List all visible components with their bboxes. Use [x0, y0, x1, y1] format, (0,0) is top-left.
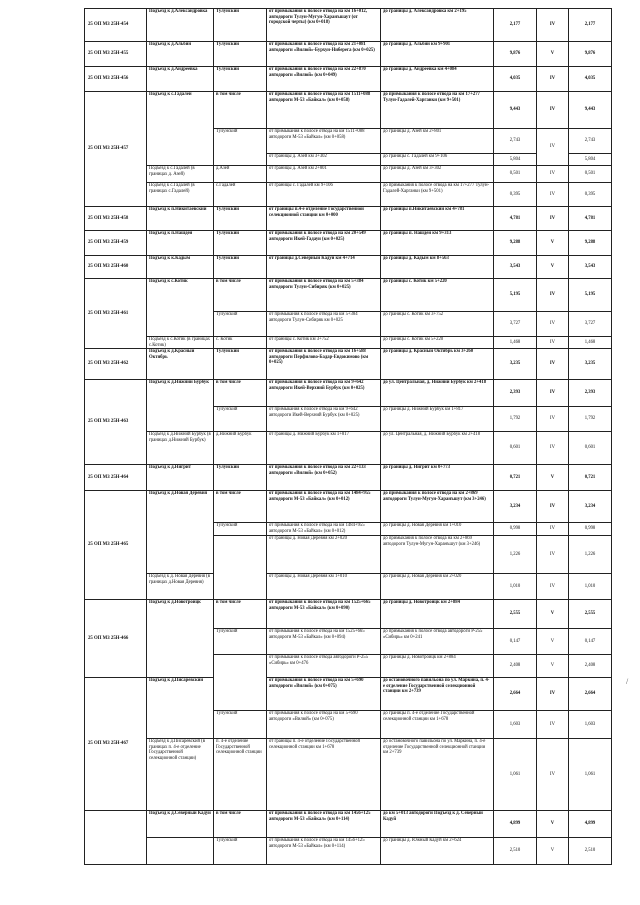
length-km: 5,804: [494, 154, 537, 166]
length-km: 1,226: [494, 536, 537, 574]
road-code: 25 ОП МЗ 25Н-461: [85, 279, 147, 349]
table-row: [85, 838, 612, 865]
length-km: 4,035: [494, 67, 537, 92]
segment-end: до примыкания к полосе отвода автодороги Р-255 «Сибирь» км 0+241: [381, 629, 494, 655]
road-name: Подъезд к с.Гадалей (в границах с.Гадалей): [147, 183, 214, 207]
table-row: [85, 231, 612, 256]
table-row: [85, 465, 612, 491]
length-total-km: 3,234: [569, 491, 612, 523]
road-code: 25 ОП МЗ 25Н-466: [85, 600, 147, 678]
table-row: [85, 166, 612, 183]
road-name: Подъезд к д.Александровка: [147, 9, 214, 42]
segment-end: до примыкания к полосе отвода на км 17+277 Тулун-Гадалей-Харганки (км 9+501): [381, 92, 494, 129]
district: Тулунский: [214, 349, 267, 380]
road-name: Подъезд к п.Никитаевский: [147, 207, 214, 231]
length-km: 1,792: [494, 407, 537, 432]
segment-start: от границы д. Новая Деревня км 2+020: [267, 536, 381, 574]
segment-start: от границы с. Гадалей км 9+106: [267, 183, 381, 207]
road-name: Подъезд к д.Нижний Бурбук (в границах д.Нижний Бурбук): [147, 432, 214, 465]
road-category: IV: [537, 678, 569, 711]
district: Тулунский: [214, 711, 267, 739]
segment-start: от примыкания к полосе отвода на км 5+384 автодороги Тулун-Сибиряк км 0+025: [267, 312, 381, 337]
length-total-km: 3,235: [569, 349, 612, 380]
segment-start: от примыкания к полосе отвода на км 1484+955 автодороги М-53 «Байкал» (км 0+012): [267, 491, 381, 523]
length-km: 2,743: [494, 129, 537, 154]
road-name: Подъезд к с.Гадалей (в границах д. Азей): [147, 166, 214, 183]
length-km: 0,721: [494, 465, 537, 491]
segment-end: до границы с. Котик км 5+220: [381, 279, 494, 312]
length-km: 4,899: [494, 811, 537, 838]
district: в том числе: [214, 380, 267, 407]
table-row: [85, 811, 612, 838]
table-row: [85, 207, 612, 231]
length-total-km: 0,147: [569, 629, 612, 655]
segment-start: от примыкания к полосе отвода на км 21+081 автодороги «Вилюй»-Бурхун-Ниберега (км 0+025): [267, 42, 381, 67]
segment-start: от примыкания к полосе отвода на км 9+642 автодороги Икей-Верхний Бурбук (км 0+025): [267, 380, 381, 407]
length-km: 1,603: [494, 711, 537, 739]
length-total-km: 1,603: [569, 711, 612, 739]
road-category: IV: [537, 536, 569, 574]
road-code: 25 ОП МЗ 25Н-459: [85, 231, 147, 256]
segment-end: до границы д. Александровка км 2+195: [381, 9, 494, 42]
length-total-km: 0,721: [569, 465, 612, 491]
road-code: 25 ОП МЗ 25Н-457: [85, 92, 147, 207]
district: Тулунский: [214, 231, 267, 256]
segment-start: от примыкания к полосе отвода на км 1456+125 автодороги М-53 «Байкал» (км 0+114): [267, 838, 381, 865]
length-km: 2,555: [494, 600, 537, 629]
district: Тулунский: [214, 465, 267, 491]
district: Тулунский: [214, 42, 267, 67]
length-km: 3,234: [494, 491, 537, 523]
margin-mark: /: [626, 677, 629, 686]
road-name: Подъезд к д.Писаревский: [147, 678, 214, 739]
road-category: IV: [537, 183, 569, 207]
segment-end: до примыкания к полосе отвода на км 2+869 автодороги Тулун-Мугун-Харанъшут (км 3+246): [381, 491, 494, 523]
segment-start: от примыкания к полосе отвода на км 1511+088 автодороги М-53 «Байкал» (км 0+058): [267, 92, 381, 129]
district: Тулунский: [214, 9, 267, 42]
length-km: 9,443: [494, 92, 537, 129]
length-total-km: 9,443: [569, 92, 612, 129]
segment-end: до примыкания к полосе отвода на км 17+277 Тулун-Гадалей-Харганки (км 9+501): [381, 183, 494, 207]
road-category: IV: [537, 129, 569, 166]
segment-end: до границы с. Котик км 3+752: [381, 312, 494, 337]
length-km: 5,195: [494, 279, 537, 312]
district: в том числе: [214, 92, 267, 129]
road-code: 25 ОП МЗ 25Н-463: [85, 380, 147, 465]
segment-end: до границы с. Котик км 5+220: [381, 337, 494, 349]
length-total-km: 4,781: [569, 207, 612, 231]
road-category: V: [537, 231, 569, 256]
length-km: 3,235: [494, 349, 537, 380]
segment-start: от примыкания к полосе отвода на км 1525+665 автодороги М-53 «Байкал» (км 0+094): [267, 629, 381, 655]
road-category: IV: [537, 279, 569, 312]
road-name: Подъезд к д.Альбин: [147, 42, 214, 67]
segment-end: до границы д. Азей км 2+801: [381, 129, 494, 154]
district: Тулунский: [214, 256, 267, 279]
length-total-km: 5,195: [569, 279, 612, 312]
segment-start: от примыкания к полосе отвода на км 22+133 автодороги «Вилюй» (км 0+052): [267, 465, 381, 491]
segment-end: до границы д. Нижний Бурбук км 1+817: [381, 407, 494, 432]
length-km: 1,061: [494, 739, 537, 811]
table-row: [85, 256, 612, 279]
road-code: 25 ОП МЗ 25Н-465: [85, 491, 147, 600]
district: [214, 655, 267, 711]
road-name: Подъезд к д.Новотроицк: [147, 600, 214, 678]
length-km: 0,601: [494, 432, 537, 465]
table-row: [85, 432, 612, 465]
table-row: [85, 739, 612, 811]
length-total-km: 3,543: [569, 256, 612, 279]
table-row: [85, 183, 612, 207]
road-name: Подъезд к к.Кадым: [147, 256, 214, 279]
segment-start: от примыкания к полосе отвода на км 1456+125 автодороги М-53 «Байкал» (км 0+114): [267, 811, 381, 838]
road-name: Подъезд к п.Нашдей: [147, 231, 214, 256]
segment-end: до км 5+013 автодороги Подъезд к д. Северный Кадуй: [381, 811, 494, 838]
road-name: Подъезд к д.Красный Октябрь: [147, 349, 214, 380]
road-code: 25 ОП МЗ 25Н-467: [85, 678, 147, 811]
road-category: V: [537, 600, 569, 629]
road-name: Подъезд к д. Новая Деревня (в границах д.Новая Деревня): [147, 574, 214, 600]
length-total-km: 1,010: [569, 574, 612, 600]
segment-start: от примыкания к полосе отвода на км 20+549 автодороги Икей-Гадауи (км 0+025): [267, 231, 381, 256]
district: Тулунский: [214, 838, 267, 865]
road-name: Подъезд к с.Котик: [147, 279, 214, 337]
district: п. 4-е отделение Государственной селекционной станции: [214, 739, 267, 811]
length-km: 4,781: [494, 207, 537, 231]
length-total-km: 0,395: [569, 183, 612, 207]
length-km: 0,998: [494, 523, 537, 536]
road-name: Подъезд к д.Писаревский (в границах п. 4-е отделение Государственной селекционной станции): [147, 739, 214, 811]
segment-end: до границы д. Азей км 3+302: [381, 166, 494, 183]
segment-start: от границы д. Азей км 2+801: [267, 166, 381, 183]
road-code: [85, 811, 147, 865]
road-name: Подъезд к д.Новая Деревня: [147, 491, 214, 574]
district: в том числе: [214, 811, 267, 838]
segment-start: от границы д.Северный Кадуй км 4+714: [267, 256, 381, 279]
district: Тулунский: [214, 67, 267, 92]
segment-start: от границы д. Новая Деревня км 1+010: [267, 574, 381, 600]
segment-end: до границы п.Никитаевский км 4+781: [381, 207, 494, 231]
road-code: 25 ОП МЗ 25Н-464: [85, 465, 147, 491]
segment-start: от границы п. 4-е отделение Государственной селекционной станции км 1+678: [267, 739, 381, 811]
length-km: 1,468: [494, 337, 537, 349]
road-category: IV: [537, 337, 569, 349]
segment-end: до границы д. Новотроицк км 2+884: [381, 600, 494, 629]
length-total-km: 9,876: [569, 42, 612, 67]
length-total-km: 2,664: [569, 678, 612, 711]
segment-end: до границы д. Кадым км 8+563: [381, 256, 494, 279]
district: [214, 536, 267, 600]
road-category: IV: [537, 523, 569, 536]
road-category: IV: [537, 739, 569, 811]
length-total-km: 1,792: [569, 407, 612, 432]
length-km: 2,664: [494, 678, 537, 711]
length-total-km: 2,177: [569, 9, 612, 42]
road-category: V: [537, 655, 569, 678]
table-row: [85, 42, 612, 67]
table-row: [85, 678, 612, 711]
district: в том числе: [214, 491, 267, 523]
length-total-km: 2,510: [569, 838, 612, 865]
length-total-km: 0,501: [569, 166, 612, 183]
road-category: V: [537, 838, 569, 865]
length-total-km: 2,393: [569, 380, 612, 407]
road-name: Подъезд к д.Нижний Бурбук: [147, 380, 214, 432]
segment-start: от примыкания к полосе отвода автодороги Р-255 «Сибирь» км 0+476: [267, 655, 381, 678]
segment-end: до границы п. Нашдей км 9+313: [381, 231, 494, 256]
road-name: Подъезд к с.Гадалей: [147, 92, 214, 166]
segment-start: от примыкания к полосе отвода на км 1511+088 автодороги М-53 «Байкал» (км 0+058): [267, 129, 381, 154]
district: в том числе: [214, 279, 267, 312]
road-category: IV: [537, 711, 569, 739]
length-total-km: 0,601: [569, 432, 612, 465]
road-category: IV: [537, 432, 569, 465]
road-name: Подъезд к д.Северный Кадуй: [147, 811, 214, 838]
road-name: Подъезд к д.Андреевка: [147, 67, 214, 92]
length-total-km: 4,899: [569, 811, 612, 838]
road-category: IV: [537, 491, 569, 523]
segment-end: до границы д. Альбин км 9+901: [381, 42, 494, 67]
length-km: 0,395: [494, 183, 537, 207]
length-total-km: 2,555: [569, 600, 612, 629]
length-km: 1,010: [494, 574, 537, 600]
road-name: [147, 838, 214, 865]
length-km: 9,288: [494, 231, 537, 256]
table-row: [85, 491, 612, 523]
length-total-km: 3,727: [569, 312, 612, 337]
road-code: 25 ОП МЗ 25Н-462: [85, 349, 147, 380]
road-code: 25 ОП МЗ 25Н-460: [85, 256, 147, 279]
segment-start: от примыкания к полосе отвода на км 16+012, автодороги Тулун-Мугун-Харанъшаут (от городской черты) (км 0+018): [267, 9, 381, 42]
road-code: 25 ОП МЗ 25Н-456: [85, 67, 147, 92]
segment-end: до границы д. Новотроицк км 2+884: [381, 655, 494, 678]
segment-start: от примыкания к полосе отвода на км 16+588 автодороги Перфилово-Бадар-Евдокимово (км 0+025): [267, 349, 381, 380]
segment-start: от границы п.4-е отделение Государственной селекционной станции км 0+000: [267, 207, 381, 231]
road-category: V: [537, 42, 569, 67]
length-km: 3,543: [494, 256, 537, 279]
road-category: IV: [537, 67, 569, 92]
table-row: [85, 279, 612, 312]
road-name: Подъезд к с.Котик (в границах с.Котик): [147, 337, 214, 349]
length-total-km: 9,288: [569, 231, 612, 256]
road-category: IV: [537, 9, 569, 42]
length-km: 2,177: [494, 9, 537, 42]
length-total-km: 1,061: [569, 739, 612, 811]
table-body: [85, 9, 612, 865]
road-code: 25 ОП МЗ 25Н-455: [85, 42, 147, 67]
segment-start: от примыкания к полосе отвода на км 5+690 автодороги «Вилюй» (км 0+075): [267, 678, 381, 711]
district: с.Гадалей: [214, 183, 267, 207]
road-category: IV: [537, 312, 569, 337]
segment-end: до границы п. 4-е отделение Государственной селекционной станции км 1+678: [381, 711, 494, 739]
table-row: [85, 600, 612, 629]
table-row: [85, 380, 612, 407]
district: Тулунский: [214, 523, 267, 536]
table-row: [85, 337, 612, 349]
length-km: 2,408: [494, 655, 537, 678]
road-registry-table: [84, 8, 612, 865]
length-total-km: 5,804: [569, 154, 612, 166]
road-category: V: [537, 811, 569, 838]
segment-start: от примыкания к полосе отвода на км 5+384 автодороги Тулун-Сибиряк (км 0+025): [267, 279, 381, 312]
district: с. Котик: [214, 337, 267, 349]
length-total-km: 0,998: [569, 523, 612, 536]
road-category: V: [537, 465, 569, 491]
district: д.Нижний Бурбук: [214, 432, 267, 465]
segment-start: от примыкания к полосе отвода на км 9+642 автодороги Икей-Верхний Бурбук (км 0+025): [267, 407, 381, 432]
road-name: Подъезд к д.Нигрит: [147, 465, 214, 491]
road-category: IV: [537, 574, 569, 600]
segment-end: до границы д. Красный Октябрь км 3+260: [381, 349, 494, 380]
segment-end: до границы д. Новая Деревня км 1+010: [381, 523, 494, 536]
district: д.Азей: [214, 166, 267, 183]
road-category: IV: [537, 207, 569, 231]
road-code: 25 ОП МЗ 25Н-458: [85, 207, 147, 231]
road-category: IV: [537, 380, 569, 407]
segment-end: до границы д. Южный Кадуй км 2+624: [381, 838, 494, 865]
length-km: 0,501: [494, 166, 537, 183]
segment-start: от примыкания к полосе отвода на км 1484+955 автодороги М-53 «Байкал» (км 0+012): [267, 523, 381, 536]
road-category: V: [537, 629, 569, 655]
segment-end: до ул. Центральная, д. Нижний Бурбук км 2+418: [381, 380, 494, 407]
length-total-km: 4,035: [569, 67, 612, 92]
segment-end: до примыкания к полосе отвода на км 2+869 автодороги Тулун-Мугун-Харанъшут (км 3+246): [381, 536, 494, 574]
segment-start: от границы д. Азей км 3+302: [267, 154, 381, 166]
table-row: [85, 574, 612, 600]
table-row: [85, 9, 612, 42]
length-km: 3,727: [494, 312, 537, 337]
segment-start: от границы д. Нижний Бурбук км 1+817: [267, 432, 381, 465]
segment-end: до границы д. Нигрит км 0+773: [381, 465, 494, 491]
road-code: 25 ОП МЗ 25Н-454: [85, 9, 147, 42]
segment-end: до ул. Центральная, д. Нижний Бурбук км 2+418: [381, 432, 494, 465]
segment-end: до остановочного павильона по ул. Маркина, п. 4-е отделение Государственной селекционной станции км 2+739: [381, 678, 494, 711]
district: Тулунский: [214, 129, 267, 166]
segment-end: до остановочного павильона по ул. Маркина, п. 4-е отделение Государственной селекционной станции км 2+739: [381, 739, 494, 811]
road-category: IV: [537, 166, 569, 183]
segment-end: до границы д. Новая Деревня км 2+020: [381, 574, 494, 600]
length-total-km: 2,743: [569, 129, 612, 154]
segment-start: от примыкания к полосе отвода на км 22+870 автодороги «Вилюй» (км 0+049): [267, 67, 381, 92]
length-km: 2,510: [494, 838, 537, 865]
district: Тулунский: [214, 312, 267, 337]
segment-end: до границы с. Гадалей км 9+106: [381, 154, 494, 166]
length-total-km: 1,226: [569, 536, 612, 574]
length-km: 9,876: [494, 42, 537, 67]
table-row: [85, 92, 612, 129]
road-category: IV: [537, 407, 569, 432]
segment-start: от границы с. Котик км 3+752: [267, 337, 381, 349]
road-category: IV: [537, 92, 569, 129]
district: Тулунский: [214, 407, 267, 432]
segment-start: от примыкания к полосе отвода на км 1525+665 автодороги М-53 «Байкал» (км 0+090): [267, 600, 381, 629]
segment-end: до границы д. Андреевка км 4+084: [381, 67, 494, 92]
length-total-km: 1,468: [569, 337, 612, 349]
length-total-km: 2,408: [569, 655, 612, 678]
segment-start: от примыкания к полосе отвода на км 5+690 автодороги «Вилюй» (км 0+075): [267, 711, 381, 739]
district: Тулунский: [214, 207, 267, 231]
table-row: [85, 67, 612, 92]
length-km: 0,147: [494, 629, 537, 655]
district: Тулунский: [214, 629, 267, 655]
district: в том числе: [214, 600, 267, 629]
table-row: [85, 349, 612, 380]
length-km: 2,393: [494, 380, 537, 407]
road-category: IV: [537, 349, 569, 380]
road-category: V: [537, 256, 569, 279]
